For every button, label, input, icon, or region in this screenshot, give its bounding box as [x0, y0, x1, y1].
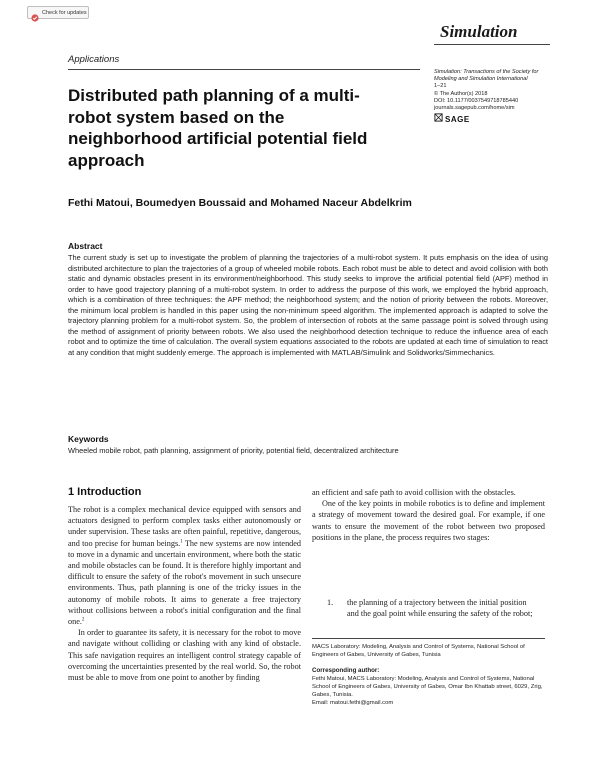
citation-ref-1[interactable]: 1	[180, 538, 183, 544]
corresponding-author-email[interactable]: Email: matoui.fethi@gmail.com	[312, 700, 394, 706]
intro-p1-part-b: The new systems are now intended to move in a dynamic and uncertain environment, where both the static and mobile obstacles can be found. It is therefore highly important and difficult to ensure the safety of the robot's movement in such unsecure environments. Thus, path planning is one of the tricky issues in the autonomy of mobile robots. It aims to generate a free trajectory without collisions between a robot's initial configuration and the final one.	[68, 538, 301, 627]
publisher-logo	[434, 113, 554, 125]
journal-doi[interactable]: DOI: 10.1177/0037549718785440	[434, 97, 519, 104]
journal-website[interactable]: journals.sagepub.com/home/sim	[434, 105, 515, 112]
check-for-updates-badge[interactable]	[27, 6, 89, 19]
publisher-name: SAGE	[445, 114, 470, 124]
journal-name: Simulation	[440, 22, 518, 41]
intro-paragraph-3: an efficient and safe path to avoid collision with the obstacles.	[312, 488, 516, 497]
list-item-text: the planning of a trajectory between the initial position and the goal point while ensuring the safety of the robot;	[347, 598, 533, 619]
journal-meta	[434, 69, 554, 125]
author-list: Fethi Matoui, Boumedyen Boussaid and Mohamed Naceur Abdelkrim	[68, 197, 412, 209]
list-item	[327, 597, 537, 619]
header-rule-left	[68, 69, 420, 70]
journal-full-title: Simulation: Transactions of the Society for Modeling and Simulation International	[434, 69, 539, 83]
section-tag: Applications	[68, 54, 120, 65]
left-column	[68, 504, 301, 683]
corresponding-author-heading: Corresponding author:	[312, 667, 380, 674]
intro-paragraph-2: In order to guarantee its safety, it is necessary for the robot to move and navigate without colliding or clashing with any kind of obstacle. This safe navigation requires an intelligent control strategy capable of overcoming the uncertainties presented by the real world. So, the robot must be able to move from one point to another by finding	[68, 628, 301, 683]
check-update-icon	[31, 9, 39, 17]
section-heading-introduction: 1 Introduction	[68, 486, 142, 498]
check-for-updates-label: Check for updates	[42, 9, 87, 16]
intro-paragraph-4: One of the key points in mobile robotics is to define and implement a strategy of movement toward the desired goal. For example, if one wants to ensure the movement of the robot between two proposed positions in the plane, the process requires two stages:	[312, 499, 545, 542]
paper-title: Distributed path planning of a multi-robot system based on the neighborhood artificial potential field approach	[68, 86, 368, 170]
keywords-heading: Keywords	[68, 434, 109, 444]
abstract-text: The current study is set up to investigate the problem of planning the trajectories of a multi-robot system. It puts emphasis on the idea of using distributed architecture to plan the trajectories of a group of wheeled mobile robots. Each robot must be able to detect and avoid collision with both static and dynamic obstacles present in its environment/neighborhood. This study seeks to improve the artificial potential field (APF) method in order to have good trajectory planning of a multi-robot system. In order to address the purpose of this work, we employed the hybrid approach, which is a combination of three techniques: the APF method; the neighborhood system; and the notion of priority between the robots. Moreover, the minimum local problem is handled in this paper using the non-minimum speed algorithm. The implemented approach is adapted to solve the trajectory planning problem for a multi-robot system. So, the problem of intersection of robots at the same passage point is solved through using the method of assignment of priority between robots. We also used the neighborhood detection technique to reduce the influence area of each robot and to optimize the time of calculation. The overall system equations associated to the robots are updated at each time of simulation to react at any condition that might suddenly emerge. The approach is implemented with MATLAB/Simulink and Solidworks/Simmechanics.	[68, 253, 548, 357]
affiliation-lab: MACS Laboratory: Modeling, Analysis and Control of Systems, National School of Engineers of Gabes, University of Gabes, Tunisia	[312, 644, 525, 658]
list-item-number: 1.	[327, 598, 334, 607]
intro-paragraph-1	[68, 504, 301, 627]
citation-ref-2[interactable]: 2	[81, 617, 85, 623]
corresponding-author-address: Fethi Matoui, MACS Laboratory: Modeling, Analysis and Control of Systems, National School of Engineers of Gabes, University of Gabes, Omar Ibn Khattab street, 6029, Zrig, Gabes, Tunisia.	[312, 676, 543, 698]
keywords-text: Wheeled mobile robot, path planning, assignment of priority, potential field, decentralized architecture	[68, 446, 399, 455]
header-rule-right	[434, 44, 550, 45]
sage-logo-icon	[434, 113, 443, 125]
footnote-rule	[312, 638, 545, 639]
intro-p1-part-a: The robot is a complex mechanical device equipped with sensors and actuators designed to perform complex tasks either autonomously or under supervision. These tasks are often painful, repetitive, dangerous, and too precise for human beings.	[68, 505, 301, 548]
abstract-heading: Abstract	[68, 241, 103, 251]
journal-copyright: © The Author(s) 2018	[434, 90, 488, 97]
right-column	[312, 487, 545, 543]
journal-pages: 1–21	[434, 83, 447, 90]
affiliation-block	[312, 643, 545, 707]
